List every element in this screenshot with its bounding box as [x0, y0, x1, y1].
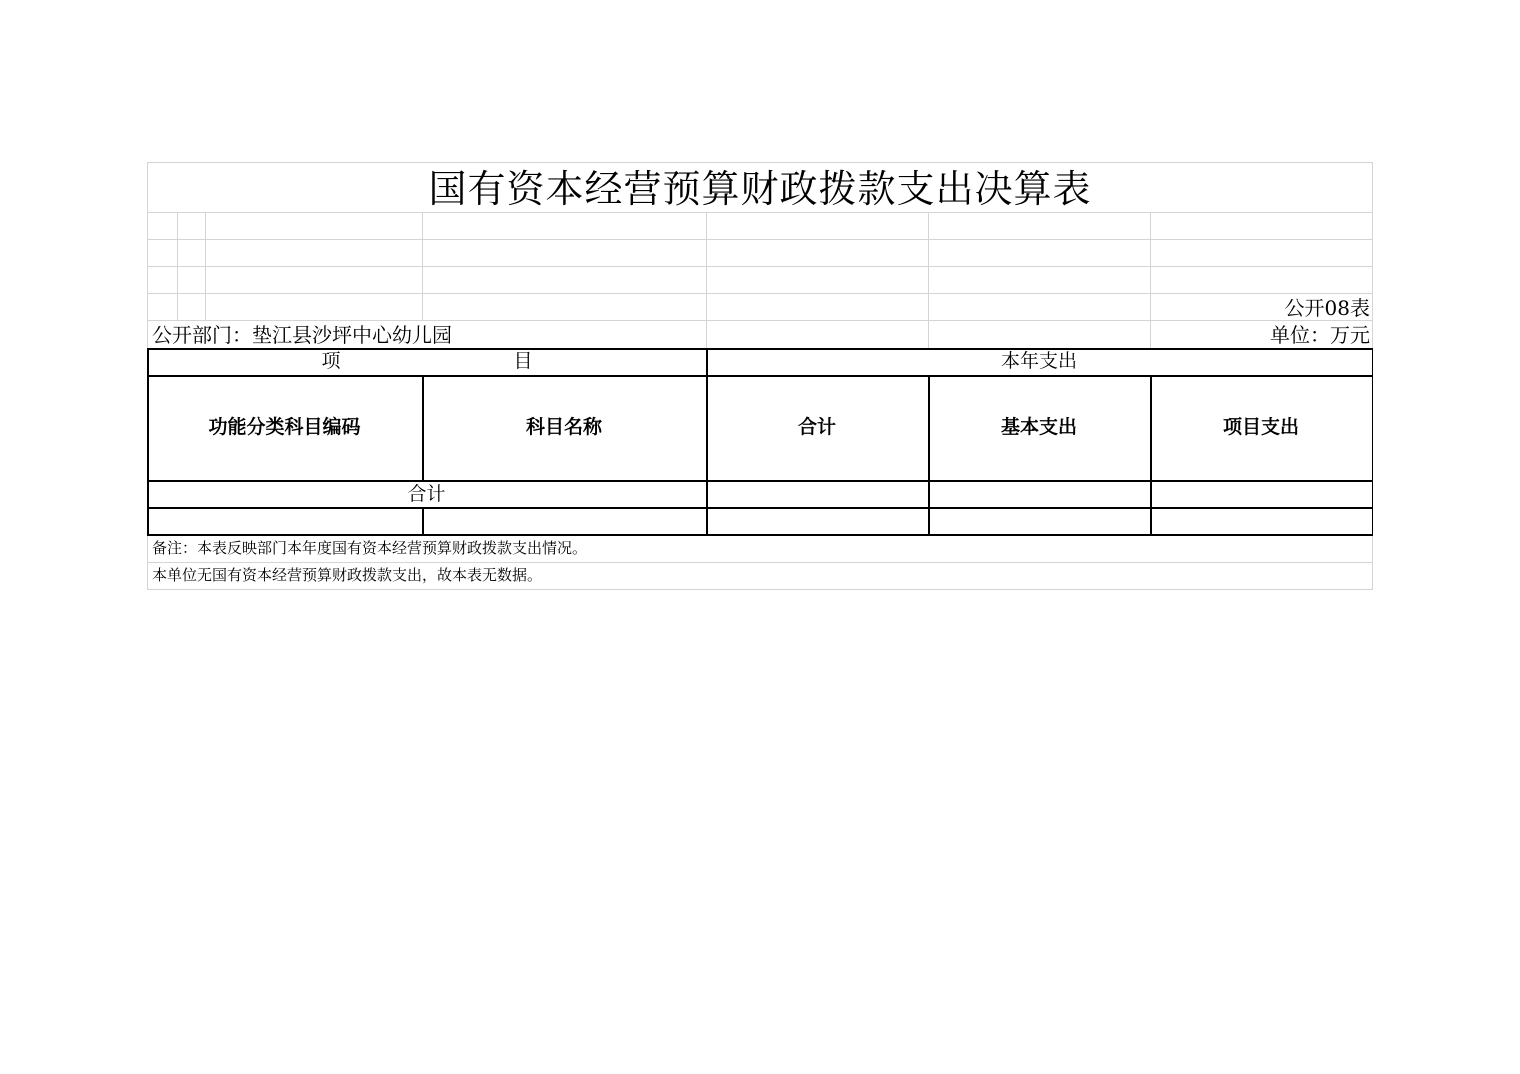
grid-line [147, 212, 1373, 213]
header-name: 科目名称 [525, 416, 602, 438]
header-total: 合计 [797, 416, 836, 438]
grid-line [177, 212, 178, 320]
grid-line [928, 212, 929, 348]
table-border [147, 480, 1373, 482]
header-item-right: 目 [513, 350, 533, 372]
table-border [1150, 375, 1152, 535]
report-title: 国有资本经营预算财政拨款支出决算表 [428, 167, 1092, 211]
report-sheet [147, 162, 1373, 590]
total-row-label: 合计 [407, 483, 446, 505]
grid-line [147, 162, 1373, 163]
grid-line [147, 239, 1373, 240]
form-code: 公开08表 [1284, 296, 1370, 320]
header-current-year: 本年支出 [1000, 350, 1077, 372]
grid-line [147, 266, 1373, 267]
grid-line [147, 562, 1373, 563]
table-border [422, 507, 424, 534]
department-label: 公开部门：垫江县沙坪中心幼儿园 [152, 323, 452, 347]
grid-line [205, 212, 206, 320]
table-border [1372, 348, 1374, 535]
header-code: 功能分类科目编码 [208, 416, 361, 438]
table-border [147, 534, 1373, 536]
grid-line [147, 589, 1373, 590]
grid-line [422, 212, 423, 320]
note-line-1: 备注：本表反映部门本年度国有资本经营预算财政拨款支出情况。 [152, 539, 588, 557]
note-line-2: 本单位无国有资本经营预算财政拨款支出，故本表无数据。 [152, 566, 543, 584]
table-border [706, 348, 708, 535]
grid-line [147, 293, 1373, 294]
grid-line [147, 320, 1373, 321]
table-border [147, 507, 1373, 509]
table-border [147, 375, 1373, 377]
table-border [928, 375, 930, 535]
header-item-left: 项 [321, 350, 341, 372]
table-border [147, 348, 149, 535]
grid-line [706, 212, 707, 348]
grid-line [1150, 212, 1151, 348]
header-basic: 基本支出 [1000, 416, 1077, 438]
header-project: 项目支出 [1222, 416, 1299, 438]
unit-label: 单位：万元 [1270, 323, 1370, 347]
